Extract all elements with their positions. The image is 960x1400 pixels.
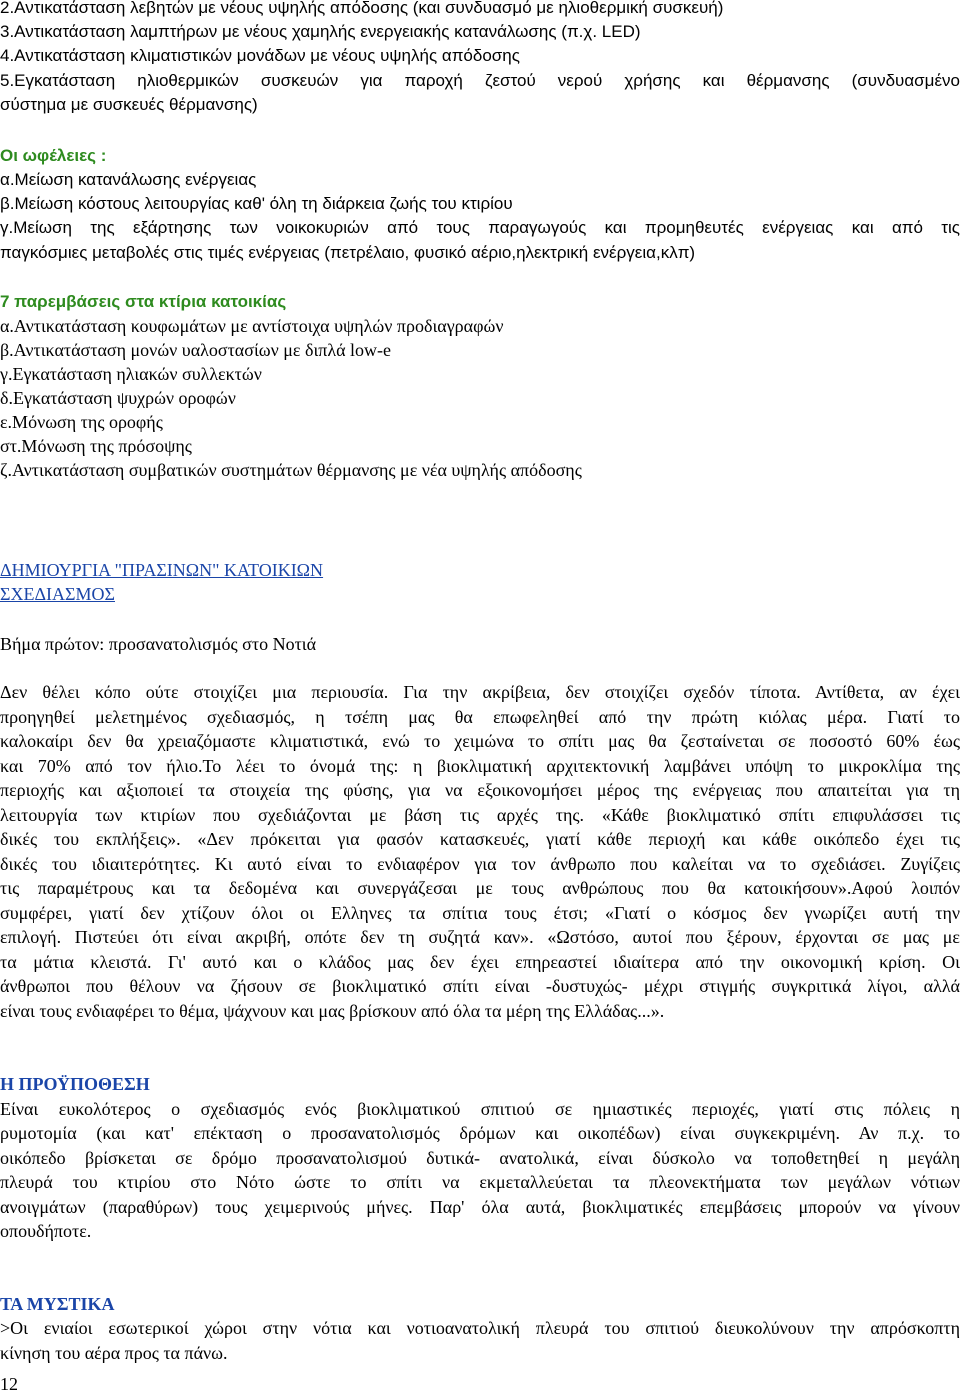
paragraph-line: οικόπεδο βρίσκεται σε δρόμο προσανατολισμού δυτικά- ανατολικά, είναι δύσκολο να τοποθετηθεί η μεγάλη <box>0 1148 960 1168</box>
page-number: 12 <box>0 1374 18 1394</box>
list-item: ε.Μόνωση της οροφής <box>0 412 163 432</box>
list-item: ζ.Αντικατάσταση συμβατικών συστημάτων θέρμανσης με νέα υψηλής απόδοσης <box>0 460 582 480</box>
paragraph-line: επιλογή. Πιστεύει ότι είναι ακριβή, οπότε δεν τη συζητά καν». «Ωστόσο, αυτοί που ξέρουν, έρχονται σε μας με <box>0 927 960 947</box>
list-item: στ.Μόνωση της πρόσοψης <box>0 436 192 456</box>
list-item: α.Μείωση κατανάλωσης ενέργειας <box>0 170 257 189</box>
paragraph-line: δικές του ιδιαιτερότητες. Κι αυτό είναι το ενδιαφέρον για τον άνθρωπο που καλείται να το σχεδιάσει. Ζυγίζεις <box>0 854 960 874</box>
secrets-heading: ΤΑ ΜΥΣΤΙΚΑ <box>0 1294 115 1314</box>
list-item: 4.Αντικατάσταση κλιματιστικών μονάδων με νέους υψηλής απόδοσης <box>0 46 520 65</box>
paragraph-line: >Οι ενιαίοι εσωτερικοί χώροι στην νότια και νοτιοανατολική πλευρά του σπιτιού διευκολύνουν την απρόσκοπτη <box>0 1318 960 1338</box>
list-item: δ.Εγκατάσταση ψυχρών οροφών <box>0 388 236 408</box>
paragraph-line: Είναι ευκολότερος ο σχεδιασμός ενός βιοκλιματικού σπιτιού σε ημιαστικές περιοχές, γιατί στις πόλεις η <box>0 1099 960 1119</box>
paragraph-line: οπουδήποτε. <box>0 1221 92 1241</box>
list-item: σύστημα με συσκευές θέρμανσης) <box>0 95 258 114</box>
step-line: Βήμα πρώτον: προσανατολισμός στο Νοτιά <box>0 634 317 654</box>
paragraph-line: τα μάτια κλειστά. Γι' αυτό και ο κλάδος μας δεν έχει επηρεαστεί ιδιαίτερα από την οικονομική κρίση. Οι <box>0 952 960 972</box>
list-item: γ.Μείωση της εξάρτησης των νοικοκυριών από τους παραγωγούς και προμηθευτές ενέργειας και από τις <box>0 218 960 237</box>
list-item: α.Αντικατάσταση κουφωμάτων με αντίστοιχα υψηλών προδιαγραφών <box>0 316 504 336</box>
paragraph-line: κίνηση του αέρα προς τα πάνω. <box>0 1343 228 1363</box>
paragraph-line: είναι τους ενδιαφέρει το θέμα, ψάχνουν και μας βρίσκουν από όλα τα μέρη της Ελλάδας...». <box>0 1001 665 1021</box>
precondition-heading: Η ΠΡΟΫΠΟΘΕΣΗ <box>0 1074 150 1094</box>
section-subtitle: ΣΧΕΔΙΑΣΜΟΣ <box>0 584 115 604</box>
section-title: ΔΗΜΙΟΥΡΓΙΑ "ΠΡΑΣΙΝΩΝ" ΚΑΤΟΙΚΙΩΝ <box>0 560 324 580</box>
list-item: 2.Αντικατάσταση λεβητών με νέους υψηλής απόδοσης (και συνδυασμό με ηλιοθερμική συσκευή) <box>0 0 724 17</box>
interventions-heading: 7 παρεμβάσεις στα κτίρια κατοικίας <box>0 292 287 311</box>
list-item: 3.Αντικατάσταση λαμπτήρων με νέους χαμηλής ενεργειακής κατανάλωσης (π.χ. LED) <box>0 22 641 41</box>
list-item: β.Μείωση κόστους λειτουργίας καθ' όλη τη διάρκεια ζωής του κτιρίου <box>0 194 513 213</box>
list-item: β.Αντικατάσταση μονών υαλοστασίων με διπλά low-e <box>0 340 392 360</box>
list-item: παγκόσμιες μεταβολές στις τιμές ενέργειας (πετρέλαιο, φυσικό αέριο,ηλεκτρική ενέργεια,κλπ) <box>0 243 696 262</box>
paragraph-line: προηγηθεί μελετημένος σχεδιασμός, η τσέπη μας θα επωφεληθεί από την πρώτη κιόλας μέρα. Γιατί το <box>0 707 960 727</box>
paragraph-line: συμφέρει, γιατί δεν χτίζουν όλοι οι Ελληνες τα σπίτια τους έτσι; «Γιατί ο κόσμος δεν γνωρίζει αυτή την <box>0 903 960 923</box>
list-item: γ.Εγκατάσταση ηλιακών συλλεκτών <box>0 364 262 384</box>
paragraph-line: δικές του εκπλήξεις». «Δεν πρόκειται για φασόν κατασκευές, γιατί κάθε περιοχή και κάθε οικόπεδο έχει τις <box>0 829 960 849</box>
paragraph-line: ρυμοτομία (και κατ' επέκταση ο προσανατολισμός δρόμων και οικοπέδων) είναι συγκεκριμένη. Αν π.χ. το <box>0 1123 960 1143</box>
paragraph-line: πλευρά του κτιρίου στο Νότο ώστε το σπίτι να εκμεταλλεύεται τα πλεονεκτήματα των μεγάλων νότιων <box>0 1172 960 1192</box>
paragraph-line: λειτουργία των κτιρίων που σχεδιάζονται με βάση τις αρχές της. «Κάθε βιοκλιματικό σπίτι επιφυλάσσει τις <box>0 805 960 825</box>
paragraph-line: περιοχής και αξιοποιεί τα στοιχεία της φύσης, για να εξοικονομήσει μέρος της ενέργειας που απαιτείται για τη <box>0 780 960 800</box>
paragraph-line: άνθρωποι που θέλουν να ζήσουν σε βιοκλιματικό σπίτι είναι -δυστυχώς- μέχρι στιγμής συγκριτικά λίγοι, αλλά <box>0 976 960 996</box>
paragraph-line: Δεν θέλει κόπο ούτε στοιχίζει μια περιουσία. Για την ακρίβεια, δεν στοιχίζει σχεδόν τίποτα. Αντίθετα, αν έχει <box>0 682 960 702</box>
list-item: 5.Εγκατάσταση ηλιοθερμικών συσκευών για παροχή ζεστού νερού χρήσης και θέρμανσης (συνδυασμένο <box>0 71 960 90</box>
paragraph-line: καλοκαίρι δεν θα χρειαζόμαστε κλιματιστικά, ενώ το χειμώνα το σπίτι μας θα ζεσταίνεται σε ποσοστό 60% έως <box>0 731 960 751</box>
paragraph-line: και 70% από τον ήλιο.Το λέει το όνομά της: η βιοκλιματική αρχιτεκτονική λαμβάνει υπόψη το μικροκλίμα της <box>0 756 960 776</box>
paragraph-line: ανοιγμάτων (παραθύρων) τους χειμερινούς μήνες. Παρ' όλα αυτά, βιοκλιματικές επεμβάσεις μπορούν να γίνουν <box>0 1197 960 1217</box>
paragraph-line: τις παραμέτρους και τα δεδομένα και συνεργάζεσαι με τους ανθρώπους που θα κατοικήσουν».Αφού λοιπόν <box>0 878 960 898</box>
benefits-heading: Οι ωφέλειες : <box>0 146 107 165</box>
